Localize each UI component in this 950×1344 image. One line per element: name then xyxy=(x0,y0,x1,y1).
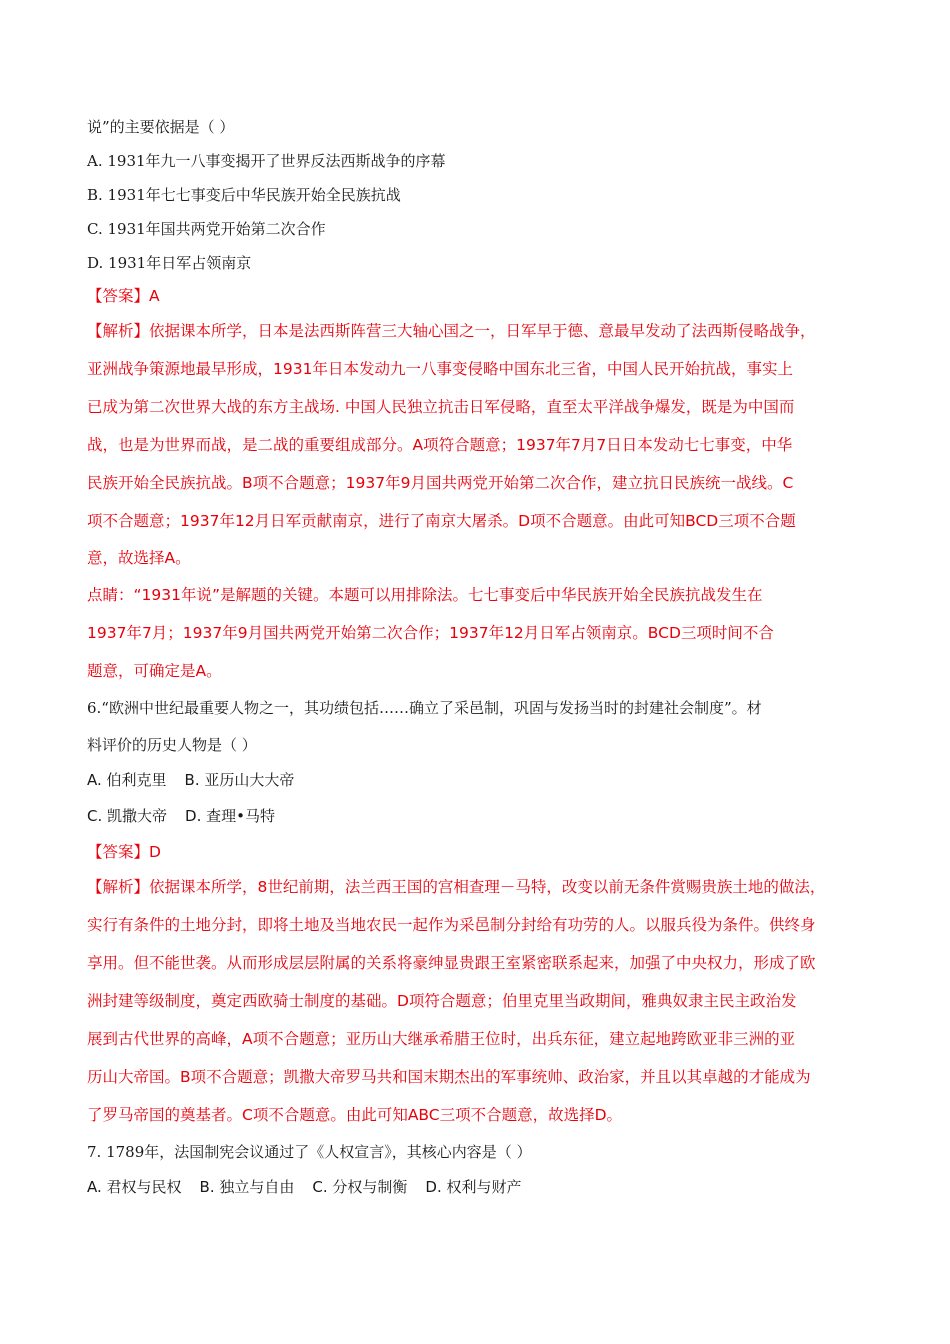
option-row xyxy=(87,806,275,826)
option-b: B. 独立与自由 xyxy=(199,1178,295,1196)
analysis-line: 享用。但不能世袭。从而形成层层附属的关系将豪绅显贵跟王室紧密联系起来，加强了中央权力，形成了欧 xyxy=(87,954,816,972)
analysis-line: 历山大帝国。B项不合题意；凯撒大帝罗马共和国末期杰出的军事统帅、政治家，并且以其卓越的才能成为 xyxy=(87,1068,811,1086)
analysis-line: 【解析】依据课本所学，8世纪前期，法兰西王国的宫相查理－马特，改变以前无条件赏赐贵族土地的做法， xyxy=(87,878,826,896)
option-a: A. 君权与民权 xyxy=(87,1178,182,1196)
option-row xyxy=(87,1177,521,1197)
question-stem: 7. 1789年，法国制宪会议通过了《人权宣言》，其核心内容是（ ） xyxy=(87,1143,532,1161)
option-b: B. 1931年七七事变后中华民族开始全民族抗战 xyxy=(87,186,401,204)
analysis-line: 实行有条件的土地分封，即将土地及当地农民一起作为采邑制分封给有功劳的人。以服兵役为条件。供终身 xyxy=(87,916,816,934)
option-c: C. 1931年国共两党开始第二次合作 xyxy=(87,220,326,238)
analysis-line: 战，也是为世界而战，是二战的重要组成部分。A项符合题意；1937年7月7日日本发动七七事变，中华 xyxy=(87,436,793,454)
analysis-line: 意，故选择A。 xyxy=(87,549,191,567)
option-d: D. 查理•马特 xyxy=(185,807,275,825)
analysis-line: 项不合题意；1937年12月日军贡献南京，进行了南京大屠杀。D项不合题意。由此可知BCD三项不合题 xyxy=(87,512,796,530)
answer-label: 【答案】A xyxy=(87,287,160,305)
tip-line: 题意，可确定是A。 xyxy=(87,662,222,680)
analysis-line: 【解析】依据课本所学，日本是法西斯阵营三大轴心国之一，日军早于德、意最早发动了法西斯侵略战争， xyxy=(87,322,816,340)
option-a: A. 1931年九一八事变揭开了世界反法西斯战争的序幕 xyxy=(87,152,446,170)
option-row xyxy=(87,770,294,790)
analysis-line: 展到古代世界的高峰，A项不合题意；亚历山大继承希腊王位时，出兵东征，建立起地跨欧亚非三洲的亚 xyxy=(87,1030,796,1048)
question-stem: 6.“欧洲中世纪最重要人物之一，其功绩包括……确立了采邑制，巩固与发扬当时的封建社会制度”。材 xyxy=(87,699,762,717)
option-c: C. 凯撒大帝 xyxy=(87,807,168,825)
analysis-line: 洲封建等级制度，奠定西欧骑士制度的基础。D项符合题意；伯里克里当政期间，雅典奴隶主民主政治发 xyxy=(87,992,797,1010)
option-b: B. 亚历山大大帝 xyxy=(184,771,295,789)
option-d: D. 权利与财产 xyxy=(425,1178,522,1196)
analysis-line: 民族开始全民族抗战。B项不合题意；1937年9月国共两党开始第二次合作，建立抗日民族统一战线。C xyxy=(87,474,794,492)
question-stem: 料评价的历史人物是（ ） xyxy=(87,736,257,754)
analysis-line: 已成为第二次世界大战的东方主战场. 中国人民独立抗击日军侵略，直至太平洋战争爆发，既是为中国而 xyxy=(87,398,795,416)
option-c: C. 分权与制衡 xyxy=(312,1178,408,1196)
tip-line: 点睛：“1931年说”是解题的关键。本题可以用排除法。七七事变后中华民族开始全民族抗战发生在 xyxy=(87,586,763,604)
option-d: D. 1931年日军占领南京 xyxy=(87,254,252,272)
answer-label: 【答案】D xyxy=(87,843,161,861)
option-a: A. 伯利克里 xyxy=(87,771,167,789)
analysis-line: 了罗马帝国的奠基者。C项不合题意。由此可知ABC三项不合题意，故选择D。 xyxy=(87,1106,623,1124)
question-stem: 说”的主要依据是（ ） xyxy=(87,118,235,136)
analysis-line: 亚洲战争策源地最早形成，1931年日本发动九一八事变侵略中国东北三省，中国人民开始抗战，事实上 xyxy=(87,360,793,378)
tip-line: 1937年7月；1937年9月国共两党开始第二次合作；1937年12月日军占领南京。BCD三项时间不合 xyxy=(87,624,774,642)
